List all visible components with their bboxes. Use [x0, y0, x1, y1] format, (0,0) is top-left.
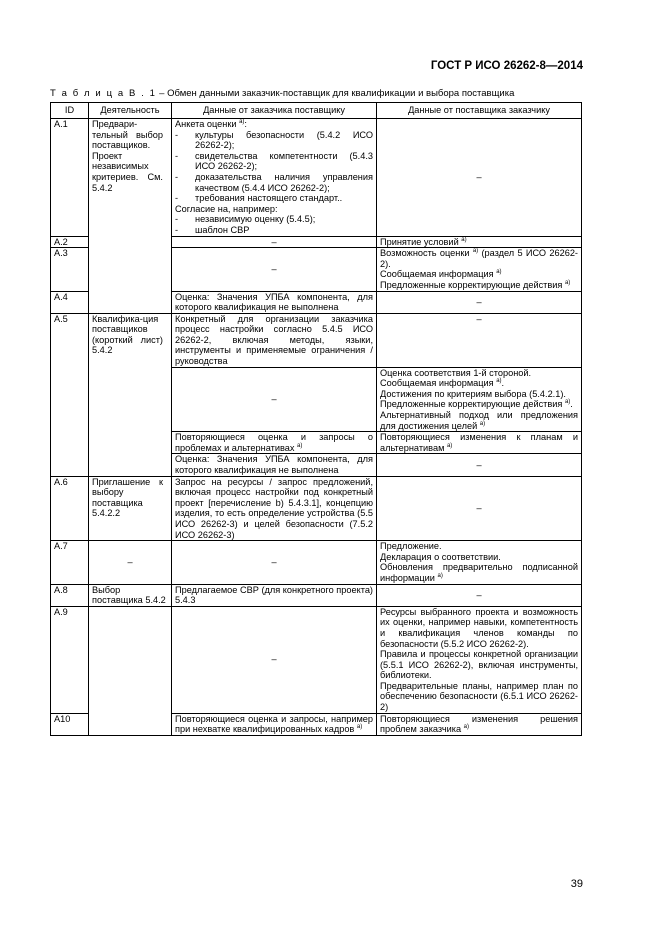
supplier-data-cell: Возможность оценки $^{а)}$ (раздел 5 ИСО 26262-2). Сообщаемая информация $^{а)}$ Предложенные корректирующие действия $^{а)}$ — [377, 248, 582, 291]
empty-cell-dash: – — [377, 584, 582, 606]
supplier-data-cell: Повторяющиеся изменения решения проблем заказчика $^{а)}$ — [377, 713, 582, 735]
empty-cell-dash: – — [172, 367, 377, 432]
empty-cell-dash: – — [172, 236, 377, 248]
row-id: А10 — [51, 713, 89, 735]
supplier-data-cell: Повторяющиеся изменения к планам и альтернативам $^{а)}$ — [377, 432, 582, 454]
table-header-row — [51, 103, 582, 119]
table-row — [51, 541, 582, 584]
customer-data-cell: Повторяющиеся оценка и запросы о проблемах и альтернативах $^{а)}$ — [172, 432, 377, 454]
table-caption-prefix: Т а б л и ц а В . 1 — [50, 88, 157, 99]
table-row — [51, 584, 582, 606]
row-id: А.9 — [51, 606, 89, 713]
activity-cell-empty — [89, 606, 172, 735]
page-number: 39 — [570, 878, 583, 890]
list-item: требования настоящего стандарт.. — [195, 193, 343, 204]
empty-cell-dash: – — [377, 313, 582, 367]
customer-data-cell: Конкретный для организации заказчика процесс настройки согласно 5.4.5 ИСО 26262-2, включая методы, языки, инструменты и применяемые ограничения / руководства — [172, 313, 377, 367]
empty-cell-dash: – — [172, 606, 377, 713]
list-item: доказательства наличия управления качеством (5.4.4 ИСО 26262-2); — [195, 171, 373, 193]
row-id: А.2 — [51, 236, 89, 248]
column-header-id: ID — [51, 103, 89, 119]
table-row — [51, 606, 582, 713]
supplier-exchange-table — [50, 102, 582, 736]
empty-cell-dash: – — [89, 541, 172, 584]
document-header: ГОСТ Р ИСО 26262-8—2014 — [430, 60, 583, 72]
empty-cell-dash: – — [172, 248, 377, 291]
row-id: А.1 — [51, 119, 89, 237]
customer-data-cell: Анкета оценки $^{а)}$: - культуры безопасности (5.4.2 ИСО 26262-2); - свидетельства компетентности (5.4.3 ИСО 26262-2); - доказательства наличия управления качеством (5.4.4 ИСО 26262-2); - требования настоящего стандарт.. Согласие на, например: - независимую оценку (5.4.5); - шаблон СВР — [172, 119, 377, 237]
row-id: А.4 — [51, 291, 89, 313]
column-header-activity: Деятельность — [89, 103, 172, 119]
list-item: независимую оценку (5.4.5); — [195, 214, 316, 225]
row-id: А.7 — [51, 541, 89, 584]
empty-cell-dash: – — [377, 291, 582, 313]
row-id: А.6 — [51, 476, 89, 541]
table-row — [51, 119, 582, 237]
list-item: шаблон СВР — [195, 224, 250, 235]
customer-data-cell: Оценка: Значения УПБА компонента, для которого квалификация не выполнена — [172, 291, 377, 313]
customer-data-cell: Оценка: Значения УПБА компонента, для которого квалификация не выполнена — [172, 454, 377, 476]
table-row — [51, 313, 582, 367]
empty-cell-dash: – — [377, 454, 582, 476]
row-id: А.3 — [51, 248, 89, 291]
column-header-supplier-to-customer: Данные от поставщика заказчику — [377, 103, 582, 119]
supplier-data-cell: Оценка соответствия 1-й стороной. Сообщаемая информация $^{а)}$. Достижения по критериям выбора (5.4.2.1). Предложенные корректирующие действия $^{а)}$. Альтернативный подход или предложения для достижения целей $^{а)}$ — [377, 367, 582, 432]
column-header-customer-to-supplier: Данные от заказчика поставщику — [172, 103, 377, 119]
empty-cell-dash: – — [377, 119, 582, 237]
table-row — [51, 476, 582, 541]
list-item: свидетельства компетентности (5.4.3 ИСО 26262-2); — [195, 150, 373, 172]
table-caption — [50, 88, 514, 99]
table-caption-text: – Обмен данными заказчик-поставщик для квалификации и выбора поставщика — [156, 88, 515, 99]
customer-data-cell: Предлагаемое СВР (для конкретного проекта) 5.4.3 — [172, 584, 377, 606]
row-id: А.5 — [51, 313, 89, 476]
customer-data-cell: Запрос на ресурсы / запрос предложений, включая процесс настройки под конкретный проект [перечисление b) 5.4.3.1], концепцию изделия, то есть определение устройства (5.5 ИСО 26262-3) и целей безопасности (7.5.2 ИСО 26262-3) — [172, 476, 377, 541]
agreement-intro: Согласие на, например: — [175, 203, 278, 214]
supplier-data-cell: Предложение. Декларация о соответствии. Обновления предварительно подписанной информации $^{а)}$ — [377, 541, 582, 584]
activity-cell: Приглашение к выбору поставщика 5.4.2.2 — [89, 476, 172, 541]
questionnaire-intro: Анкета оценки — [175, 119, 237, 129]
activity-cell: Предвари-тельный выбор поставщиков. Проект независимых критериев. См. 5.4.2 — [89, 119, 172, 314]
empty-cell-dash: – — [172, 541, 377, 584]
activity-cell: Выбор поставщика 5.4.2 — [89, 584, 172, 606]
list-item: культуры безопасности (5.4.2 ИСО 26262-2); — [195, 129, 373, 151]
supplier-data-cell: Ресурсы выбранного проекта и возможность их оценки, например навыки, компетентность и квалификация членов команды по безопасности (5.5.2 ИСО 26262-2). Правила и процессы конкретной организации (5.5.1 ИСО 26262-2), включая инструменты, библиотеки. Предварительные планы, например план по обеспечению безопасности (6.5.1 ИСО 26262-2) — [377, 606, 582, 713]
activity-cell: Квалифика-ция поставщиков (короткий лист) 5.4.2 — [89, 313, 172, 476]
supplier-data-cell: Принятие условий $^{а)}$ — [377, 236, 582, 248]
customer-data-cell: Повторяющиеся оценка и запросы, например при нехватке квалифицированных кадров $^{а)}$ — [172, 713, 377, 735]
row-id: А.8 — [51, 584, 89, 606]
empty-cell-dash: – — [377, 476, 582, 541]
